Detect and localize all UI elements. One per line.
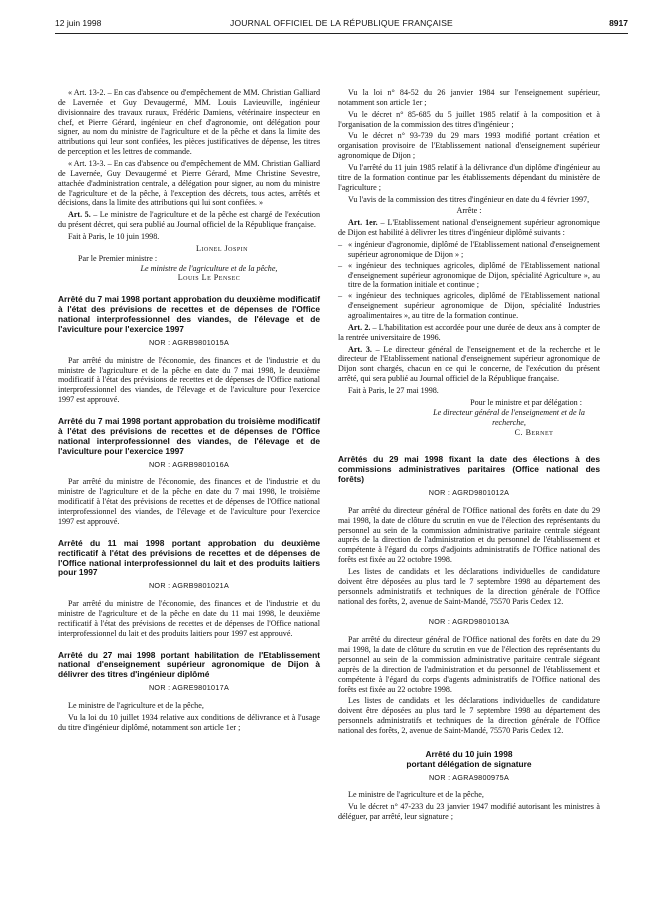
delegation-visa: Vu le décret n° 47-233 du 23 janvier 1947 modifié autorisant les ministres à déléguer, par arrêté, leur signature ; <box>338 802 600 822</box>
signature-prime-minister: Lionel Jospin <box>196 243 248 253</box>
signature-director-title: Le directeur général de l'enseignement et de la recherche, <box>433 407 585 427</box>
article-label: Art. 1er. <box>348 218 378 228</box>
signature-director: C. Bernet <box>514 427 554 437</box>
paragraph-art-13-2: « Art. 13-2. – En cas d'absence ou d'empêchement de MM. Christian Galliard de Lavernée et Guy Devaugermé, MM. Louis Lavieuville, ingénieur divisionnaire des travaux ruraux, Frédéric Damiens, vétérinaire inspecteur en chef, et Pierre Gérard, ingénieur en chef d'agronomie, ont délégation pour signer, au nom du ministre de l'agriculture et de la pêche et dans la limite des attributions qui leur sont confiées, les pièces justificatives de dépense, les titres de perception et les lettres de commande. <box>58 88 320 157</box>
decree-4-visa: Vu la loi du 10 juillet 1934 relative aux conditions de délivrance et à l'usage du titre d'ingénieur diplômé, notamment son article 1er ; <box>58 712 320 732</box>
decree-title-4: Arrêté du 27 mai 1998 portant habilitation de l'Etablissement national d'enseignement supérieur agronomique de Dijon à délivrer des titres d'ingénieur diplômé <box>58 649 320 680</box>
nor-reference-3: NOR : AGRB9801021A <box>148 581 230 591</box>
decree-title-1: Arrêté du 7 mai 1998 portant approbation du deuxième modificatif à l'état des prévisions de recettes et de dépenses de l'Office national interprofessionnel des viandes, de l'élevage et de l'aviculture pour l'exercice 1997 <box>58 294 321 335</box>
article-2: Art. 2. – L'habilitation est accordée pour une durée de deux ans à compter de la rentrée universitaire de 1996. <box>338 322 600 342</box>
decree-text-2: Par arrêté du ministre de l'économie, des finances et de l'industrie et du ministre de l'agriculture et de la pêche en date du 7 mai 1998, le troisième modificatif à l'état des prévisions de recettes et de dépenses de l'Office national interprofessionnel des viandes, de l'élevage et de l'aviculture pour l'exercice 1997 est approuvé. <box>58 477 320 526</box>
visa-3: Vu le décret n° 93-739 du 29 mars 1993 modifié portant création et organisation provisoire de l'Etablissement national d'enseignement supérieur agronomique de Dijon ; <box>338 131 600 161</box>
elections-text-4: Les listes de candidats et les déclarations individuelles de candidature doivent être déposées au plus tard le 7 septembre 1998 au département des personnels administratifs et techniques de la direction générale de l'Office national des forêts, 2, avenue de Saint-Mandé, 75570 Paris Cedex 12. <box>338 696 600 735</box>
decree-title-delegation-2: portant délégation de signature <box>406 758 532 769</box>
left-column <box>58 88 320 735</box>
article-label: Art. 3. <box>348 344 372 354</box>
decree-title-delegation-1: Arrêté du 10 juin 1998 <box>425 748 513 759</box>
signature-minister: Louis Le Pensec <box>177 273 241 283</box>
article-label: Art. 5. <box>68 210 91 220</box>
header-date: 12 juin 1998 <box>55 18 102 28</box>
list-item: – « ingénieur des techniques agricoles, diplômé de l'Etablissement national d'enseignement supérieur agronomique de Dijon, spécialité Industries agroalimentaires », au titre de la formation continue. <box>338 291 600 321</box>
article-3: Art. 3. – Le directeur général de l'enseignement et de la recherche et le directeur de l'Etablissement national d'enseignement supérieur agronomique de Dijon sont chargés, chacun en ce qui le concerne, de l'exécution du présent arrêté, qui sera publié au Journal officiel de la République française. <box>338 344 601 384</box>
nor-reference-4: NOR : AGRE9801017A <box>148 683 230 693</box>
paragraph-art-5: Art. 5. – Le ministre de l'agriculture et de la pêche est chargé de l'exécution du présent décret, qui sera publié au Journal officiel de la République française. <box>58 210 320 230</box>
signature-minister-title: Le ministre de l'agriculture et de la pêche, <box>140 263 278 273</box>
article-1: Art. 1er. – L'Etablissement national d'enseignement supérieur agronomique de Dijon est habilité à délivrer les titres d'ingénieur diplômé suivants : <box>338 218 600 238</box>
elections-text-1: Par arrêté du directeur général de l'Office national des forêts en date du 29 mai 1998, la date de clôture du scrutin en vue de l'élection des représentants du personnel au sein de la commission administrative paritaire centrale siégeant auprès de la direction de l'administration et du personnel de l'établissement et compétente à l'égard du corps d'adjoints administratifs de l'Office national des forêts est fixée au 22 octobre 1998. <box>338 505 600 565</box>
page-header <box>55 18 628 32</box>
nor-reference-2: NOR : AGRB9801016A <box>148 459 230 469</box>
visa-5: Vu l'avis de la commission des titres d'ingénieur en date du 4 février 1997, <box>348 194 590 204</box>
header-rule <box>55 33 628 34</box>
paragraph-art-13-3: « Art. 13-3. – En cas d'absence ou d'empêchement de MM. Christian Galliard de Lavernée, Guy Devaugermé et Pierre Gérard, Mme Christine Sevestre, attachée d'administration centrale, a délégation pour signer, au nom du ministre de l'agriculture et de la pêche, à l'exception des décrets, tous actes, arrêtés et décisions, dans la limite des attributions qui lui sont confiées. » <box>58 159 320 208</box>
nor-reference-7: NOR : AGRA9800975A <box>428 772 510 782</box>
nor-reference-1: NOR : AGRB9801015A <box>148 337 230 347</box>
visa-1: Vu la loi n° 84-52 du 26 janvier 1984 sur l'enseignement supérieur, notamment son article 1er ; <box>338 88 600 107</box>
list-item: – « ingénieur des techniques agricoles, diplômé de l'Etablissement national d'enseignement supérieur agronomique de Dijon, spécialité Agriculture », au titre de la formation initiale et continue ; <box>338 261 600 291</box>
journal-title: JOURNAL OFFICIEL DE LA RÉPUBLIQUE FRANÇAISE <box>230 18 453 28</box>
decree-text-3: Par arrêté du ministre de l'économie, des finances et de l'industrie et du ministre de l'agriculture et de la pêche en date du 11 mai 1998, le deuxième rectificatif à l'état des prévisions de recettes et de dépenses de l'Office national interprofessionnel du lait et des produits laitiers pour 1997 est approuvé. <box>58 599 320 638</box>
diploma-list <box>338 240 600 321</box>
nor-reference-5: NOR : AGRD9801012A <box>428 488 510 498</box>
article-label: Art. 2. <box>348 322 371 332</box>
right-column <box>338 88 600 824</box>
decree-title-elections: Arrêtés du 29 mai 1998 fixant la date des élections à des commissions administratives paritaires (Office national des forêts) <box>338 454 600 485</box>
signature-by: Par le Premier ministre : <box>78 253 158 263</box>
visa-4: Vu l'arrêté du 11 juin 1985 relatif à la délivrance d'un diplôme d'ingénieur au titre de la formation continue par les établissements dépendant du ministère de l'agriculture ; <box>338 163 600 192</box>
nor-reference-6: NOR : AGRD9801013A <box>428 617 510 627</box>
page-number: 8917 <box>609 18 628 28</box>
decree-title-2: Arrêté du 7 mai 1998 portant approbation du troisième modificatif à l'état des prévisions de recettes et de dépenses de l'Office national interprofessionnel des viandes, de l'élevage et de l'aviculture pour l'exercice 1997 <box>58 416 320 456</box>
visa-2: Vu le décret n° 85-685 du 5 juillet 1985 relatif à la composition et à l'organisation de la commission des titres d'ingénieur ; <box>338 109 600 129</box>
list-item: – « ingénieur d'agronomie, diplômé de l'Etablissement national d'enseignement supérieur agronomique de Dijon » ; <box>338 240 600 260</box>
decree-text-1: Par arrêté du ministre de l'économie, des finances et de l'industrie et du ministre de l'agriculture et de la pêche en date du 7 mai 1998, le deuxième modificatif à l'état des prévisions de recettes et de dépenses de l'Office national interprofessionnel des viandes, de l'élevage et de l'aviculture pour l'exercice 1997 est approuvé. <box>58 355 320 405</box>
delegation-minister: Le ministre de l'agriculture et de la pêche, <box>348 790 484 800</box>
elections-text-2: Les listes de candidats et les déclarations individuelles de candidature doivent être déposées au plus tard le 7 septembre 1998 au département des personnels administratifs et techniques de la direction générale de l'Office national des forêts, 2, avenue de Saint-Mandé, 75570 Paris Cedex 12. <box>338 567 600 606</box>
done-at: Fait à Paris, le 10 juin 1998. <box>68 232 160 242</box>
decree-title-3: Arrêté du 11 mai 1998 portant approbation du deuxième rectificatif à l'état des prévisions de recettes et de dépenses de l'Office national interprofessionnel du lait et des produits laitiers pour 1997 <box>58 537 320 578</box>
done-at: Fait à Paris, le 27 mai 1998. <box>348 386 439 396</box>
elections-text-3: Par arrêté du directeur général de l'Office national des forêts en date du 29 mai 1998, la date de clôture du scrutin en vue de l'élection des représentants du personnel au sein de la commission administrative paritaire centrale siégeant auprès de la direction de l'administration et du personnel de l'établissement et compétente à l'égard du corps d'agents administratifs de l'Office national des forêts est fixée au 22 octobre 1998. <box>338 635 600 694</box>
decree-4-minister: Le ministre de l'agriculture et de la pêche, <box>68 701 204 711</box>
arrete-heading: Arrête : <box>456 206 482 216</box>
signature-delegation: Pour le ministre et par délégation : <box>470 397 582 407</box>
